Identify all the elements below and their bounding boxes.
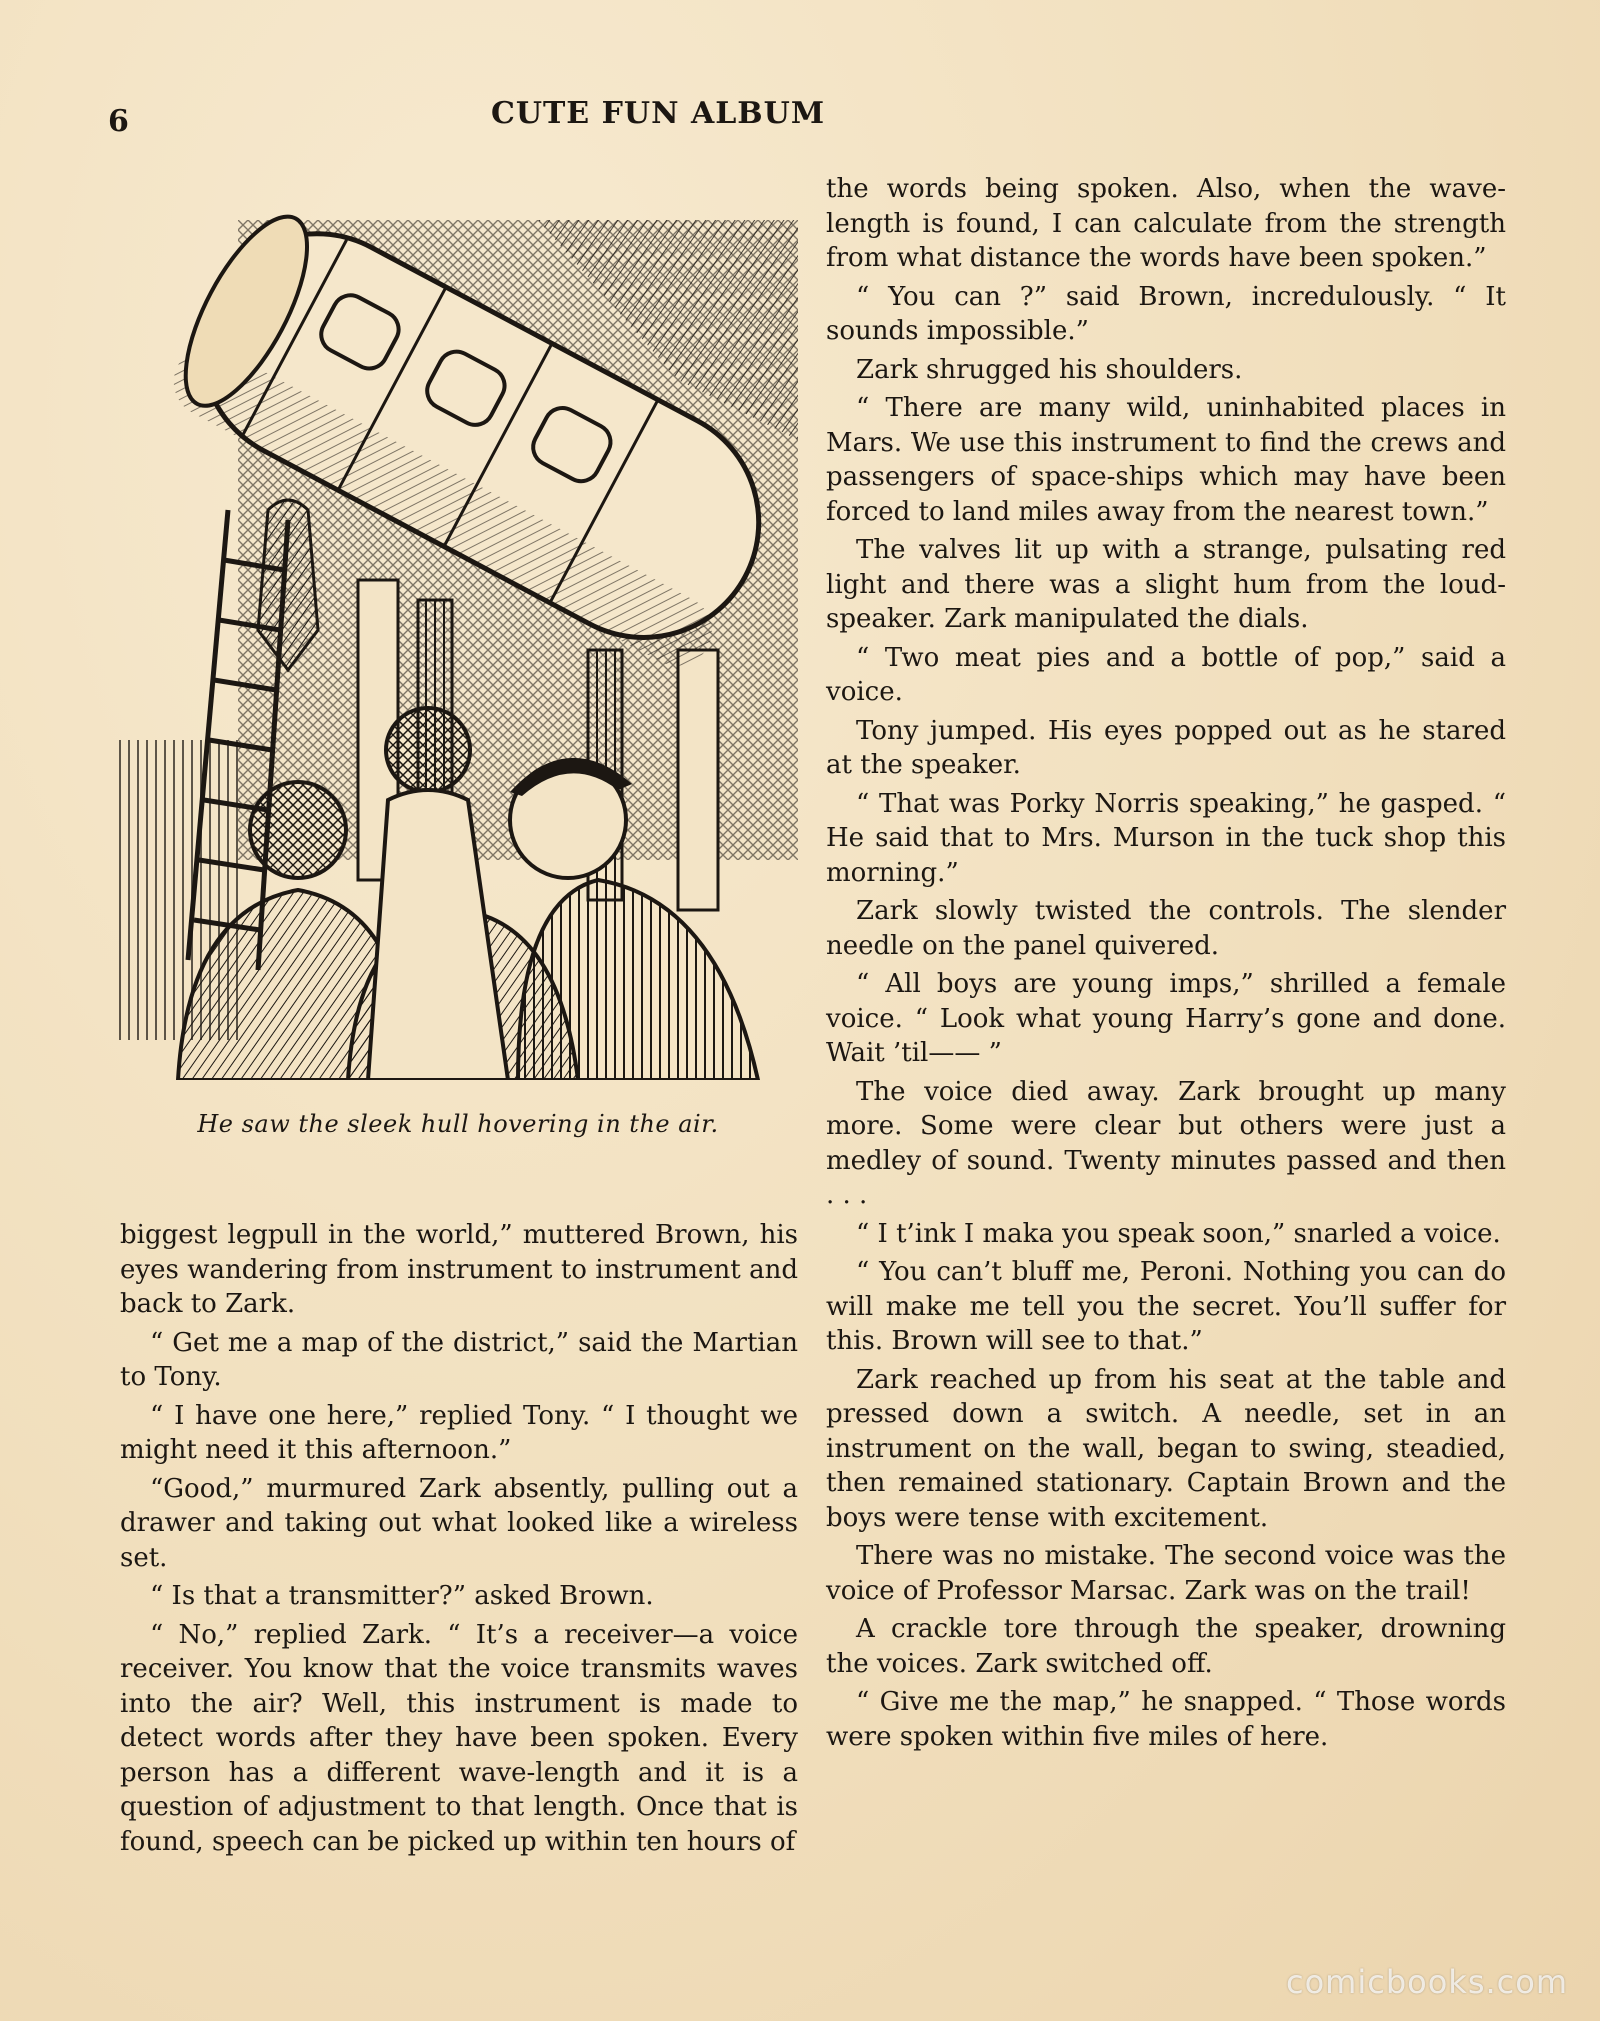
paragraph: Tony jumped. His eyes popped out as he stared at the speaker.	[826, 715, 1506, 780]
paragraph: “ You can ?” said Brown, incredulously. “ It sounds impossible.”	[826, 281, 1506, 346]
running-title: CUTE FUN ALBUM	[490, 96, 826, 131]
paragraph: “ No,” replied Zark. “ It’s a receiver—a voice receiver. You know that the voice transmits waves into the air? Well, this instrument is made to detect words after they have been spoken. Every person has a different wave-length and it is a question of adjustment to that length. Once that is found, speech can be picked up within ten hours of	[120, 1619, 798, 1857]
paragraph: “ You can’t bluff me, Peroni. Nothing you can do will make me tell you the secret. You’ll suffer for this. Brown will see to that.”	[826, 1257, 1506, 1356]
paragraph: “ I t’ink I maka you speak soon,” snarled a voice.	[856, 1218, 1501, 1249]
right-column	[826, 172, 1506, 1758]
figure-caption: He saw the sleek hull hovering in the air.	[197, 1110, 719, 1138]
page-number: 6	[108, 104, 129, 139]
paragraph: “ Two meat pies and a bottle of pop,” said a voice.	[826, 642, 1506, 707]
paragraph: “ All boys are young imps,” shrilled a female voice. “ Look what young Harry’s gone and done. Wait ’til—— ”	[826, 969, 1506, 1068]
paragraph: Zark slowly twisted the controls. The slender needle on the panel quivered.	[826, 896, 1506, 961]
space-ship-illustration	[118, 180, 798, 1080]
paragraph: “ Give me the map,” he snapped. “ Those words were spoken within five miles of here.	[826, 1687, 1506, 1752]
paragraph: A crackle tore through the speaker, drowning the voices. Zark switched off.	[826, 1614, 1506, 1679]
paragraph: There was no mistake. The second voice was the voice of Professor Marsac. Zark was on the trail!	[826, 1541, 1506, 1606]
left-column	[120, 1218, 798, 1863]
paragraph: “ That was Porky Norris speaking,” he gasped. “ He said that to Mrs. Murson in the tuck shop this morning.”	[826, 788, 1506, 888]
page-header	[108, 96, 1508, 146]
paragraph: The voice died away. Zark brought up many more. Some were clear but others were just a medley of sound. Twenty minutes passed and then . . .	[826, 1076, 1506, 1210]
paragraph: “ Is that a transmitter?” asked Brown.	[150, 1581, 654, 1611]
paragraph: biggest legpull in the world,” muttered Brown, his eyes wandering from instrument to instrument and back to Zark.	[120, 1220, 798, 1319]
paragraph: Zark shrugged his shoulders.	[856, 354, 1243, 385]
paragraph: “Good,” murmured Zark absently, pulling out a drawer and taking out what looked like a wireless set.	[120, 1473, 798, 1573]
paragraph: the words being spoken. Also, when the wave-length is found, I can calculate from the strength from what distance the words have been spoken.”	[826, 174, 1506, 273]
paragraph: The valves lit up with a strange, pulsating red light and there was a slight hum from the loud-speaker. Zark manipulated the dials.	[826, 535, 1506, 634]
watermark: comicbooks.com	[1285, 1963, 1568, 2001]
paragraph: “ There are many wild, uninhabited places in Mars. We use this instrument to find the crews and passengers of space-ships which may have been forced to land miles away from the nearest town.”	[826, 393, 1506, 527]
paragraph: “ Get me a map of the district,” said the Martian to Tony.	[120, 1327, 798, 1392]
paragraph: Zark reached up from his seat at the table and pressed down a switch. A needle, set in an instrument on the wall, began to swing, steadied, then remained stationary. Captain Brown and the boys were tense with excitement.	[826, 1364, 1506, 1533]
paragraph: “ I have one here,” replied Tony. “ I thought we might need it this afternoon.”	[120, 1400, 798, 1465]
